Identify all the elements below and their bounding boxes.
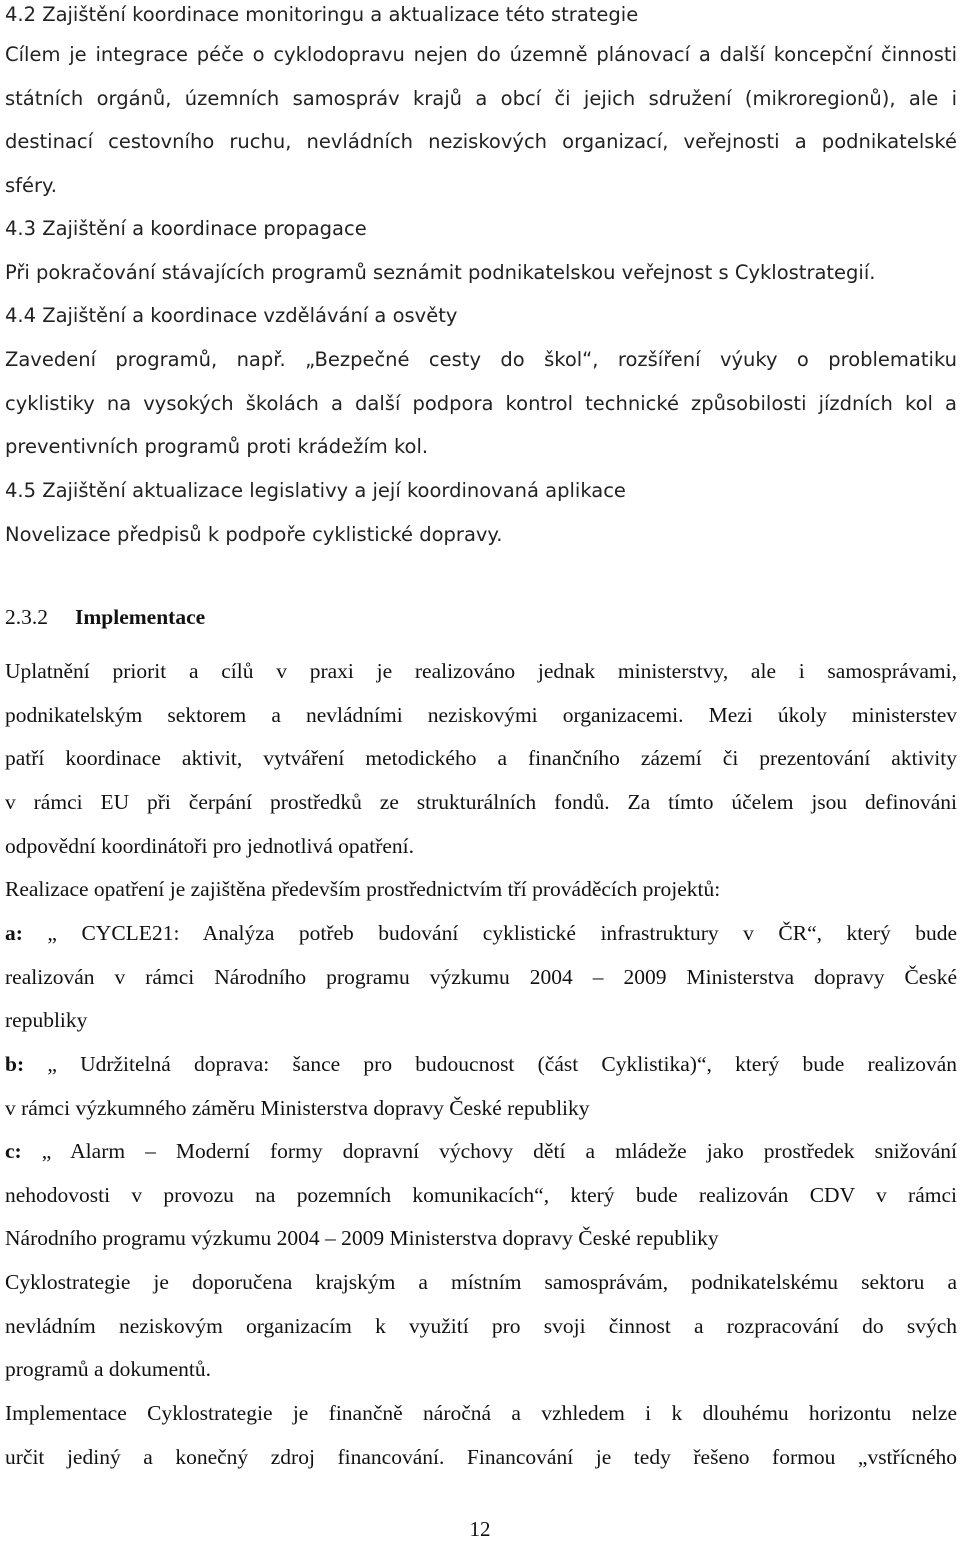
- section-number: 2.3.2: [5, 605, 48, 629]
- paragraph-line: Při pokračování stávajících programů seznámit podnikatelskou veřejnost s Cyklostrategií.: [5, 261, 876, 284]
- paragraph-line: programů a dokumentů.: [5, 1357, 211, 1381]
- subheading-4-5: 4.5 Zajištění aktualizace legislativy a její koordinovaná aplikace: [5, 479, 626, 502]
- list-marker: c:: [5, 1139, 22, 1163]
- subheading-4-3: 4.3 Zajištění a koordinace propagace: [5, 217, 367, 240]
- paragraph-line: odpovědní koordinátoři pro jednotlivá opatření.: [5, 834, 415, 858]
- paragraph-line: patří koordinace aktivit, vytváření metodického a finančního zázemí či prezentování aktivity: [5, 746, 957, 770]
- list-item-text: „ Udržitelná doprava: šance pro budoucnost (část Cyklistika)“, který bude realizován: [24, 1052, 957, 1076]
- subheading-4-4: 4.4 Zajištění a koordinace vzdělávání a osvěty: [5, 304, 458, 327]
- paragraph-line: sféry.: [5, 174, 57, 197]
- list-item-c: [5, 1136, 957, 1166]
- list-item-b: [5, 1049, 957, 1079]
- paragraph-line: v rámci EU při čerpání prostředků ze strukturálních fondů. Za tímto účelem jsou definováni: [5, 790, 957, 814]
- paragraph-line: nevládním neziskovým organizacím k využití pro svoji činnost a rozpracování do svých: [5, 1314, 957, 1338]
- paragraph-line: Realizace opatření je zajištěna především prostřednictvím tří prováděcích projektů:: [5, 877, 721, 901]
- paragraph-line: realizován v rámci Národního programu výzkumu 2004 – 2009 Ministerstva dopravy České: [5, 965, 957, 989]
- section-title: Implementace: [75, 605, 206, 629]
- list-item-text: „ Alarm – Moderní formy dopravní výchovy dětí a mládeže jako prostředek snižování: [21, 1139, 957, 1163]
- paragraph-line: republiky: [5, 1008, 88, 1032]
- paragraph-line: Novelizace předpisů k podpoře cyklistické dopravy.: [5, 523, 503, 546]
- section-heading: [5, 602, 957, 632]
- list-item-a: [5, 918, 957, 948]
- paragraph-line: nehodovosti v provozu na pozemních komunikacích“, který bude realizován CDV v rámci: [5, 1183, 957, 1207]
- paragraph-line: Národního programu výzkumu 2004 – 2009 Ministerstva dopravy České republiky: [5, 1226, 719, 1250]
- paragraph-line: Uplatnění priorit a cílů v praxi je realizováno jednak ministerstvy, ale i samosprávami,: [5, 659, 957, 683]
- paragraph-line: v rámci výzkumného záměru Ministerstva dopravy České republiky: [5, 1096, 590, 1120]
- paragraph-line: podnikatelským sektorem a nevládními neziskovými organizacemi. Mezi úkoly ministerstev: [5, 703, 957, 727]
- paragraph-line: určit jediný a konečný zdroj financování. Financování je tedy řešeno formou „vstřícného: [5, 1445, 957, 1469]
- list-marker: a:: [5, 921, 23, 945]
- paragraph-line: Cílem je integrace péče o cyklodopravu nejen do územně plánovací a další koncepční činnosti: [5, 43, 957, 66]
- list-marker: b:: [5, 1052, 25, 1076]
- paragraph-line: Cyklostrategie je doporučena krajským a místním samosprávám, podnikatelskému sektoru a: [5, 1270, 957, 1294]
- paragraph-line: destinací cestovního ruchu, nevládních neziskových organizací, veřejnosti a podnikatelské: [5, 130, 957, 153]
- page-number: 12: [469, 1517, 491, 1541]
- paragraph-line: státních orgánů, územních samospráv krajů a obcí či jejich sdružení (mikroregionů), ale i: [5, 87, 957, 110]
- list-item-text: „ CYCLE21: Analýza potřeb budování cyklistické infrastruktury v ČR“, který bude: [22, 921, 957, 945]
- paragraph-line: preventivních programů proti krádežím kol.: [5, 435, 429, 458]
- paragraph-line: Implementace Cyklostrategie je finančně náročná a vzhledem i k dlouhému horizontu nelze: [5, 1401, 957, 1425]
- paragraph-line: Zavedení programů, např. „Bezpečné cesty do škol“, rozšíření výuky o problematiku: [5, 348, 957, 371]
- subheading-4-2: 4.2 Zajištění koordinace monitoringu a aktualizace této strategie: [5, 3, 639, 26]
- paragraph-line: cyklistiky na vysokých školách a další podpora kontrol technické způsobilosti jízdních kol a: [5, 392, 957, 415]
